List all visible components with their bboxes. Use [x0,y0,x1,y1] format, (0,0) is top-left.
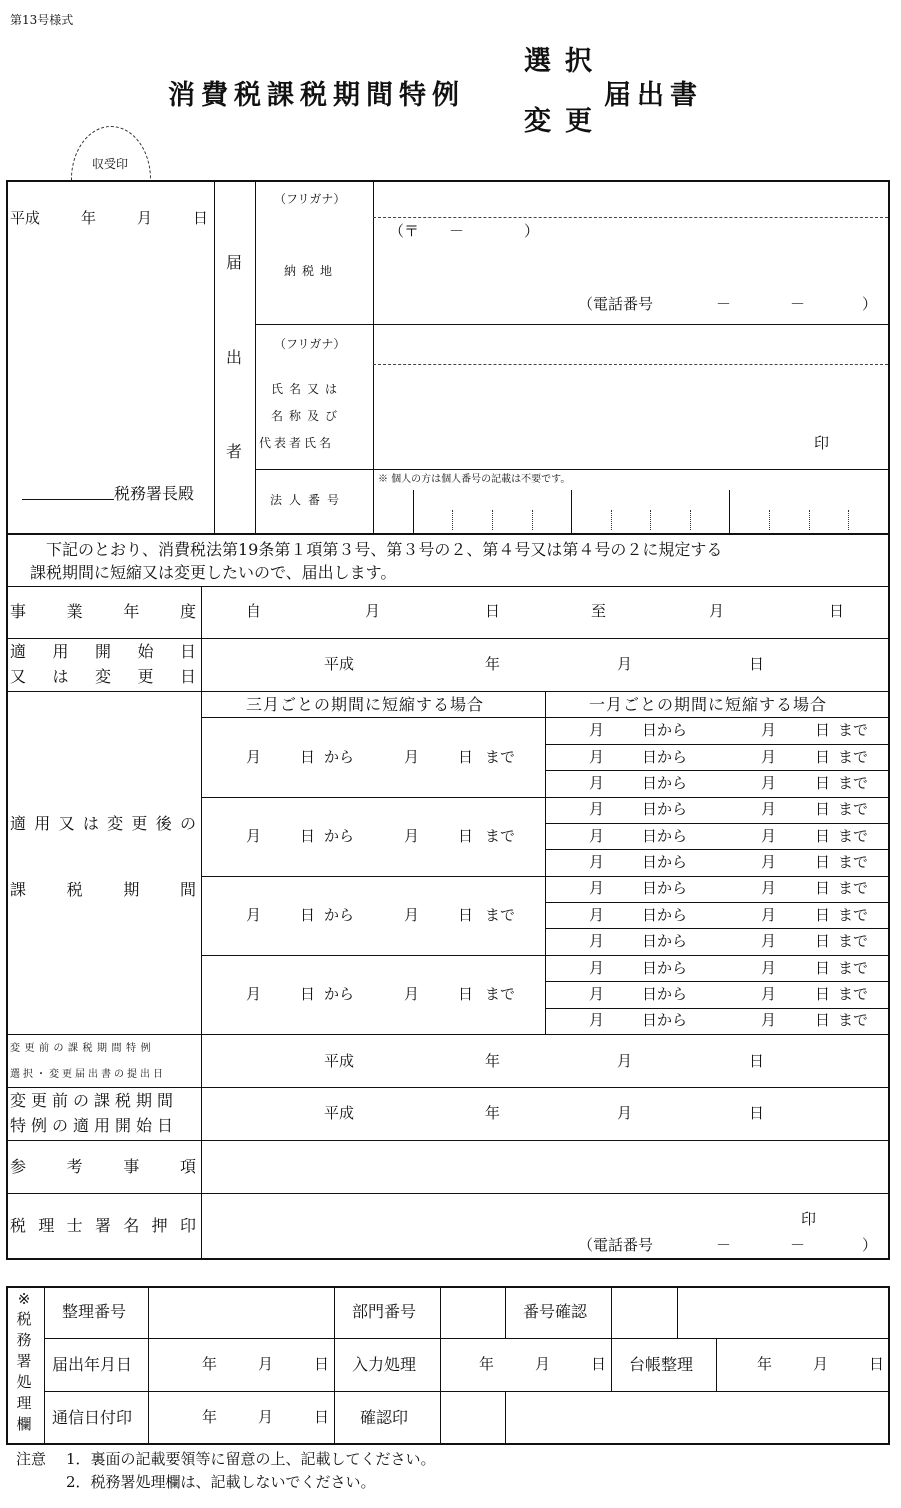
one-month-range-9-part-0: 月 [589,959,605,977]
tax-office-label[interactable]: 税務署長殿 [114,484,195,503]
notes-item-1: 1．裏面の記載要領等に留意の上、記載してください。 [66,1450,436,1468]
one-month-range-9-part-4: まで [838,959,869,977]
one-month-range-4-part-0: 月 [589,827,605,845]
name-label-2: 名称及び [271,409,344,423]
three-month-range-2-part-5: まで [485,906,516,924]
one-month-range-5-part-0: 月 [589,853,605,871]
start-date-day: 日 [749,655,765,673]
filed-day: 日 [314,1355,330,1373]
one-month-range-7-part-4: まで [838,906,869,924]
three-month-range-3-part-2: から [324,985,355,1003]
accountant-label: 税 理 士 署 名 押 印 [10,1216,196,1235]
one-month-range-10-part-2: 月 [761,985,777,1003]
one-month-range-9-part-2: 月 [761,959,777,977]
one-month-range-0-part-2: 月 [761,721,777,739]
one-month-range-0-part-1: 日から [642,721,688,739]
office-side-label-1: 税 [16,1310,32,1328]
one-month-range-3-part-3: 日 [815,800,831,818]
business-year-from: 自 [246,602,262,620]
start-date-year: 年 [485,655,501,673]
accountant-phone-label: （電話番号 [578,1236,654,1254]
corp-number-note: ※ 個人の方は個人番号の記載は不要です。 [378,474,571,485]
phone-close: ） [862,295,878,313]
three-month-range-3-part-4: 日 [458,985,474,1003]
one-month-range-11-part-3: 日 [815,1011,831,1029]
one-month-range-7-part-1: 日から [642,906,688,924]
one-month-range-1-part-2: 月 [761,748,777,766]
one-month-range-10-part-1: 日から [642,985,688,1003]
statement-line-1: 下記のとおり、消費税法第19条第１項第３号、第３号の２、第４号又は第４号の２に規定する [46,540,723,559]
three-month-range-3-part-3: 月 [404,985,420,1003]
one-month-range-6-part-0: 月 [589,879,605,897]
one-month-header: 一月ごとの期間に短縮する場合 [589,695,828,714]
name-label-1: 氏名又は [271,382,344,396]
page-title: 消費税課税期間特例 [168,80,465,111]
three-month-range-3-part-5: まで [485,985,516,1003]
one-month-range-6-part-1: 日から [642,879,688,897]
one-month-range-0-part-3: 日 [815,721,831,739]
one-month-range-4-part-2: 月 [761,827,777,845]
prev-submit-label-1: 変更前の課税期間特例 [10,1043,155,1054]
title-suffix: 届出書 [604,80,703,111]
prev-start-label-1: 変更前の課税期間 [10,1091,179,1110]
name-label-3: 代表者氏名 [259,436,335,450]
one-month-range-10-part-0: 月 [589,985,605,1003]
title-option-select: 選択 [524,46,606,77]
furigana-label: （フリガナ） [274,192,346,206]
period-label-1: 適 用 又 は 変 更 後 の [10,814,196,833]
three-month-range-0-part-2: から [324,748,355,766]
prev-start-era: 平成 [324,1104,355,1122]
one-month-range-2-part-3: 日 [815,774,831,792]
one-month-range-3-part-2: 月 [761,800,777,818]
one-month-range-9-part-1: 日から [642,959,688,977]
comm-month: 月 [258,1408,274,1426]
three-month-range-2-part-0: 月 [246,906,262,924]
title-option-change: 変更 [524,106,606,137]
reference-label: 参 考 事 項 [10,1157,196,1176]
one-month-range-11-part-0: 月 [589,1011,605,1029]
input-process-label: 入力処理 [352,1355,417,1374]
receipt-stamp-label: 収受印 [92,157,129,171]
one-month-range-2-part-2: 月 [761,774,777,792]
one-month-range-7-part-3: 日 [815,906,831,924]
one-month-range-6-part-3: 日 [815,879,831,897]
one-month-range-1-part-1: 日から [642,748,688,766]
input-month: 月 [535,1355,551,1373]
one-month-range-4-part-3: 日 [815,827,831,845]
office-side-label-4: 処 [16,1373,32,1391]
one-month-range-8-part-0: 月 [589,932,605,950]
input-year: 年 [479,1355,495,1373]
one-month-range-6-part-4: まで [838,879,869,897]
filing-date: 平成 年 月 日 [10,209,208,227]
one-month-range-8-part-3: 日 [815,932,831,950]
office-side-label-0: ※ [17,1290,31,1308]
one-month-range-3-part-1: 日から [642,800,688,818]
one-month-range-10-part-4: まで [838,985,869,1003]
business-year-from-day: 日 [485,602,501,620]
prev-submit-year: 年 [485,1052,501,1070]
one-month-range-11-part-1: 日から [642,1011,688,1029]
business-year-from-month: 月 [365,602,381,620]
three-month-range-0-part-5: まで [485,748,516,766]
three-month-range-1-part-2: から [324,827,355,845]
three-month-range-1-part-3: 月 [404,827,420,845]
notes-head: 注意 [16,1450,47,1468]
prev-submit-day: 日 [749,1052,765,1070]
one-month-range-3-part-0: 月 [589,800,605,818]
three-month-range-1-part-1: 日 [300,827,316,845]
one-month-range-5-part-4: まで [838,853,869,871]
accountant-phone-sep-2: － [790,1236,806,1254]
notes-item-2: 2．税務署処理欄は、記載しないでください。 [66,1473,376,1491]
applicant-label-3: 者 [225,442,242,461]
start-date-label-1: 適 用 開 始 日 [10,642,196,661]
comm-year: 年 [202,1408,218,1426]
number-check-label: 番号確認 [523,1302,588,1321]
one-month-range-8-part-4: まで [838,932,869,950]
start-date-label-2: 又 は 変 更 日 [10,667,196,686]
one-month-range-7-part-0: 月 [589,906,605,924]
one-month-range-6-part-2: 月 [761,879,777,897]
one-month-range-2-part-4: まで [838,774,869,792]
one-month-range-7-part-2: 月 [761,906,777,924]
three-month-range-1-part-4: 日 [458,827,474,845]
start-date-era: 平成 [324,655,355,673]
three-month-range-1-part-0: 月 [246,827,262,845]
business-year-to-month: 月 [709,602,725,620]
filed-month: 月 [258,1355,274,1373]
applicant-label-2: 出 [225,348,242,367]
prev-submit-era: 平成 [324,1052,355,1070]
prev-start-label-2: 特例の適用開始日 [10,1116,179,1135]
accountant-phone-sep-1: － [716,1236,732,1254]
ledger-month: 月 [813,1355,829,1373]
one-month-range-4-part-4: まで [838,827,869,845]
business-year-to-day: 日 [829,602,845,620]
one-month-range-8-part-2: 月 [761,932,777,950]
filed-date-label: 届出年月日 [52,1355,133,1374]
three-month-range-3-part-0: 月 [246,985,262,1003]
prev-start-day: 日 [749,1104,765,1122]
one-month-range-11-part-2: 月 [761,1011,777,1029]
prev-start-month: 月 [617,1104,633,1122]
one-month-range-3-part-4: まで [838,800,869,818]
three-month-range-1-part-5: まで [485,827,516,845]
one-month-range-2-part-0: 月 [589,774,605,792]
accountant-phone-close: ） [862,1236,878,1254]
three-month-range-0-part-1: 日 [300,748,316,766]
dept-number-label: 部門番号 [352,1302,417,1321]
one-month-range-4-part-1: 日から [642,827,688,845]
three-month-range-3-part-1: 日 [300,985,316,1003]
office-side-label-5: 理 [16,1394,32,1412]
ref-number-label: 整理番号 [62,1302,127,1321]
statement-line-2: 課税期間に短縮又は変更したいので、届出します。 [30,563,397,582]
applicant-seal: 印 [814,434,830,452]
three-month-range-0-part-0: 月 [246,748,262,766]
corp-number-label: 法人番号 [270,493,347,507]
business-year-label: 事 業 年 度 [10,602,196,621]
prev-submit-month: 月 [617,1052,633,1070]
ledger-label: 台帳整理 [629,1355,694,1374]
comm-day: 日 [314,1408,330,1426]
office-side-label-2: 務 [16,1331,32,1349]
phone-sep-2: － [790,295,806,313]
three-month-range-2-part-1: 日 [300,906,316,924]
ledger-year: 年 [757,1355,773,1373]
one-month-range-0-part-4: まで [838,721,869,739]
three-month-range-2-part-3: 月 [404,906,420,924]
three-month-range-0-part-3: 月 [404,748,420,766]
three-month-range-2-part-2: から [324,906,355,924]
one-month-range-11-part-4: まで [838,1011,869,1029]
filed-year: 年 [202,1355,218,1373]
form-number: 第13号様式 [10,13,74,27]
phone-sep-1: － [716,295,732,313]
prev-submit-label-2: 選択・変更届出書の提出日 [10,1069,166,1080]
one-month-range-10-part-3: 日 [815,985,831,1003]
ledger-day: 日 [869,1355,885,1373]
office-side-label-6: 欄 [16,1415,32,1433]
one-month-range-9-part-3: 日 [815,959,831,977]
one-month-range-2-part-1: 日から [642,774,688,792]
input-day: 日 [591,1355,607,1373]
one-month-range-5-part-1: 日から [642,853,688,871]
prev-start-year: 年 [485,1104,501,1122]
accountant-seal: 印 [801,1210,817,1228]
three-month-range-0-part-4: 日 [458,748,474,766]
one-month-range-1-part-3: 日 [815,748,831,766]
phone-label: （電話番号 [578,295,654,313]
one-month-range-0-part-0: 月 [589,721,605,739]
one-month-range-8-part-1: 日から [642,932,688,950]
confirm-label: 確認印 [360,1408,409,1427]
three-month-header: 三月ごとの期間に短縮する場合 [246,695,485,714]
one-month-range-5-part-2: 月 [761,853,777,871]
one-month-range-1-part-0: 月 [589,748,605,766]
business-year-to: 至 [591,602,607,620]
one-month-range-5-part-3: 日 [815,853,831,871]
comm-stamp-label: 通信日付印 [52,1408,133,1427]
applicant-label-1: 届 [225,253,242,272]
office-side-label-3: 署 [16,1352,32,1370]
one-month-range-1-part-4: まで [838,748,869,766]
furigana-label-2: （フリガナ） [274,337,346,351]
start-date-month: 月 [617,655,633,673]
period-label-2: 課 税 期 間 [10,880,196,899]
three-month-range-2-part-4: 日 [458,906,474,924]
postal-code[interactable]: （〒 － ） [389,222,540,240]
address-label: 納税地 [284,264,339,278]
